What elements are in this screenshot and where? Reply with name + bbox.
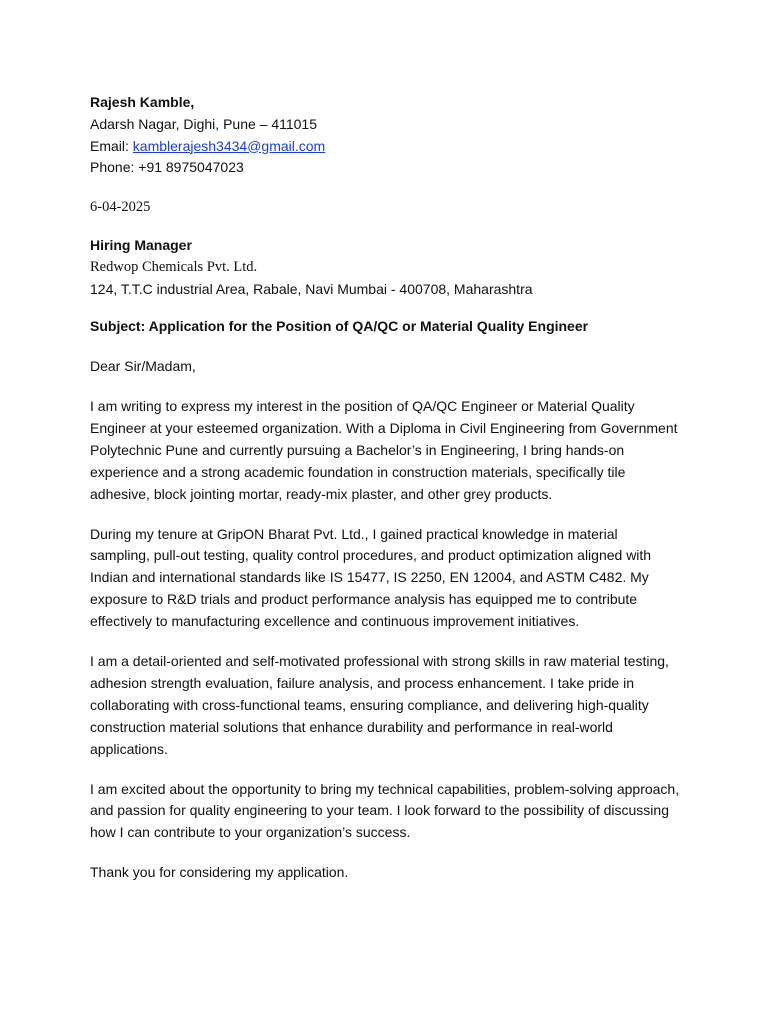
email-link[interactable]: kamblerajesh3434@gmail.com (132, 137, 326, 154)
body-paragraph-3: I am a detail-oriented and self-motivated professional with strong skills in raw material testing, adhesion strength evaluation, failure analysis, and process enhancement. I take pride in collaborating with cross-functional teams, ensuring compliance, and delivering high-quality construction material solutions that enhance durability and performance in real-world applications. (90, 653, 669, 757)
email-label: Email: (90, 137, 133, 154)
sender-email-line (90, 136, 680, 158)
recipient-address: 124, T.T.C industrial Area, Rabale, Navi Mumbai - 400708, Maharashtra (90, 280, 533, 297)
recipient-title: Hiring Manager (90, 236, 192, 253)
body-paragraph-4: I am excited about the opportunity to bring my technical capabilities, problem-solving approach, and passion for quality engineering to your team. I look forward to the possibility of discussing how I can contribute to your organization’s success. (90, 780, 680, 841)
closing-line: Thank you for considering my application. (90, 864, 349, 881)
sender-address: Adarsh Nagar, Dighi, Pune – 411015 (90, 115, 318, 132)
letter-date: 6-04-2025 (90, 199, 151, 216)
body-paragraph-2: During my tenure at GripON Bharat Pvt. Ltd., I gained practical knowledge in material sampling, pull-out testing, quality control procedures, and product optimization aligned with Indian and international standards like IS 15477, IS 2250, EN 12004, and ASTM C482. My exposure to R&D trials and product performance analysis has equipped me to contribute effectively to manufacturing excellence and continuous improvement initiatives. (90, 525, 652, 630)
letter-subject: Subject: Application for the Position of QA/QC or Material Quality Engineer (90, 318, 589, 335)
sender-name: Rajesh Kamble, (90, 94, 195, 110)
recipient-company: Redwop Chemicals Pvt. Ltd. (90, 258, 258, 275)
body-paragraph-1: I am writing to express my interest in the position of QA/QC Engineer or Material Quality Engineer at your esteemed organization. With a Diploma in Civil Engineering from Government Polytechnic Pune and currently pursuing a Bachelor’s in Engineering, I bring hands-on experience and a strong academic foundation in construction materials, specifically tile adhesive, block jointing mortar, ready-mix plaster, and other grey products. (90, 397, 678, 502)
letter-page (90, 92, 680, 884)
sender-phone: Phone: +91 8975047023 (90, 159, 244, 176)
salutation: Dear Sir/Madam, (90, 358, 196, 375)
